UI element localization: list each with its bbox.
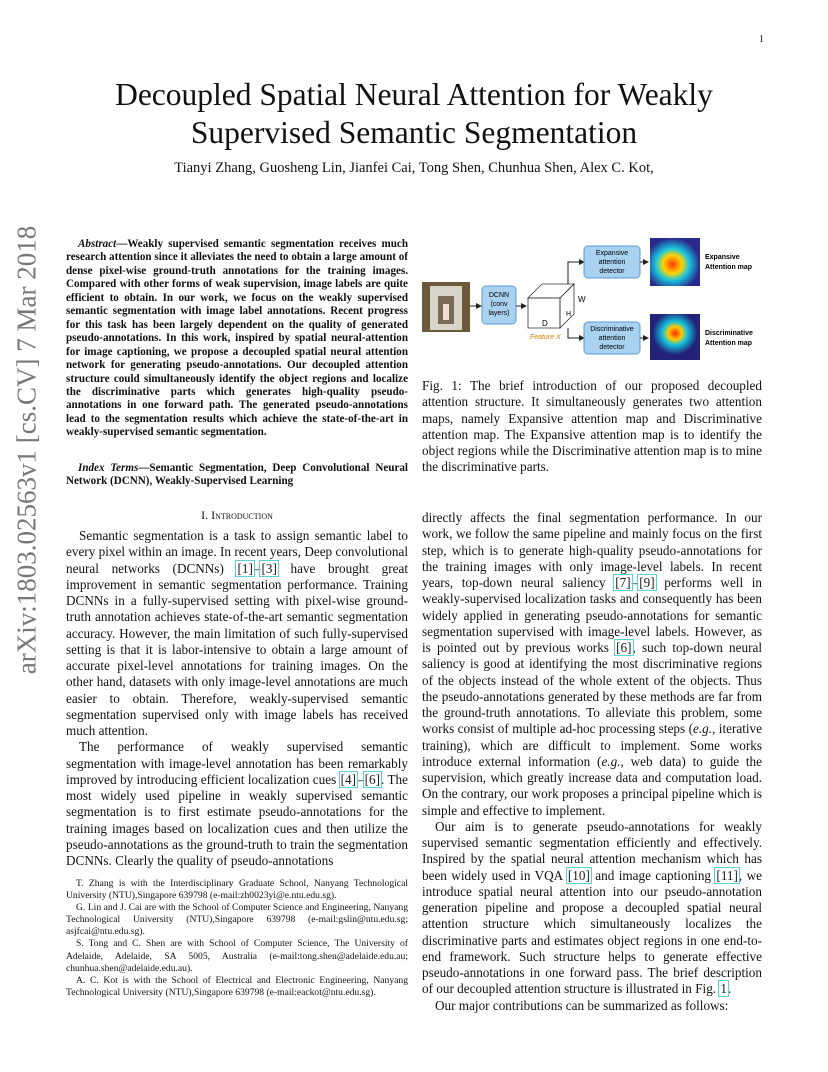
figure-1: [420, 236, 766, 360]
text-run: –: [253, 560, 261, 576]
paragraph: Our major contributions can be summarized as follows:: [435, 997, 729, 1013]
dim-w: W: [578, 295, 586, 304]
citation-link[interactable]: [9]: [639, 575, 655, 590]
dcnn-label-3: layers): [488, 310, 510, 317]
expansive-map-label-2: Attention map: [705, 264, 753, 271]
abstract-text: —Weakly supervised semantic segmentation receives much research attention since it alleviates the need to obtain a large amount of dense pixel-wise ground-truth annotations for the training images. Compared with other forms of weak supervision, image labels are quite efficient to obtain. In our work, we focus on the weakly supervised semantic segmentation with image label annotations. Recent progress for this task has been largely dependent on the quality of generated pseudo-annotations. In this work, inspired by spatial neural-attention for image captioning, we propose a decoupled spatial neural attention network for generating pseudo-annotations. Our decoupled attention structure could simultaneously identify the object regions and localize the discriminative parts which generates high-quality pseudo-annotations in one forward path. The generated pseudo-annotations lead to the segmentation results which achieve the state-of-the-art in weakly-supervised semantic segmentation.: [66, 238, 408, 439]
figure-caption: Fig. 1: The brief introduction of our proposed decoupled attention structure. It simultaneously generates two attention maps, namely Expansive attention map and Discriminative attention map. The Expansive attention map is to identify the object regions while the Discriminative attention map is to mine the discriminative parts.: [422, 378, 762, 475]
index-terms-label: Index Terms: [78, 462, 139, 474]
abstract: [66, 238, 408, 440]
text-run: , such top-down neural saliency is good at identifying the most discriminative regions of the objects instead of the whole extent of the objects. Thus the pseudo-annotations generated by these methods are far from the ground-truth annotations. To alleviate this problem, some works consist of multiple ad-hoc processing steps (: [422, 640, 762, 737]
dim-d: D: [542, 319, 548, 328]
discriminative-detector-label-3: detector: [599, 344, 625, 351]
text-run: , we introduce spatial neural attention into our pseudo-annotation generation pipeline and propose a decoupled spatial neural attention structure which simultaneously localizes the discriminative parts and estimates object regions in one end-to-end framework. Such structure helps to generate effective pseudo-annotations in one forward pass. The brief description of our decoupled attention structure is illustrated in Fig.: [422, 867, 762, 997]
text-run: –: [631, 575, 639, 590]
discriminative-detector-label-2: attention: [598, 335, 626, 342]
citation-link[interactable]: [7]: [615, 575, 631, 590]
footnote: S. Tong and C. Shen are with School of Computer Science, The University of Adelaide, Adelaide, SA 5005, Australia (e-mail:tong.shen@adelaide.edu.au; chunhua.shen@adelaide.edu.au).: [66, 938, 408, 974]
discriminative-attention-map-image: [650, 314, 700, 360]
column-left-body: [66, 528, 408, 869]
text-run: e.g.: [693, 721, 713, 737]
paper-title: Decoupled Spatial Neural Attention for Weakly Supervised Semantic Segmentation: [115, 77, 713, 150]
text-run: directly affects the final segmentation performance. In our work, we follow the same pipeline and mainly focus on the first step, which is to generate high-quality pseudo-annotations for the training images with only image-level labels. In recent years, top-down neural saliency: [422, 510, 762, 590]
citation-link[interactable]: [10]: [567, 867, 590, 883]
index-terms: [66, 462, 408, 489]
section-heading: I. Introduction: [201, 508, 273, 522]
paragraph: [66, 528, 408, 739]
expansive-detector-label-2: attention: [598, 259, 626, 266]
citation-link[interactable]: [1]: [237, 560, 253, 576]
citation-link[interactable]: [11]: [716, 867, 738, 883]
text-run: , iterative training), which are difficult to implement. Some works introduce external information (: [422, 721, 762, 769]
text-run: and image captioning: [590, 867, 716, 883]
text-run: have brought great improvement in semantic segmentation performance. Training DCNNs in a fully-supervised setting with pixel-wise ground-truth annotation achieves state-of-the-art semantic segmentation accuracy. However, the main limitation of such fully-supervised setting is that it is labor-intensive to obtain a large amount of accurate pixel-level annotations for training images. On the other hand, datasets with only image-level annotations are much easier to obtain. Therefore, weakly-supervised semantic segmentation supervised only with image labels has received much attention.: [66, 560, 409, 738]
arxiv-id: arXiv:1803.02563v1 [cs.CV] 7 Mar 2018: [11, 225, 42, 675]
input-image: [422, 282, 470, 332]
text-run: Our aim is to generate pseudo-annotations for weakly supervised semantic segmentation efficiently and effectively. Inspired by the spatial neural attention mechanism which has been widely used in VQA: [422, 818, 762, 883]
arrow: [568, 262, 584, 284]
text-run: The performance of weakly supervised semantic segmentation with image-level annotation has been remarkably improved by introducing efficient localization cues: [66, 739, 408, 787]
expansive-map-label-1: Expansive: [705, 254, 740, 261]
footnote: T. Zhang is with the Interdisciplinary Graduate School, Nanyang Technological University (NTU),Singapore 639798 (e-mail:zh0023yi@e.ntu.edu.sg).: [66, 878, 408, 902]
expansive-detector-label-3: detector: [599, 268, 625, 275]
footnote: G. Lin and J. Cai are with the School of Computer Science and Engineering, Nanyang Technological University (NTU),Singapore 639798 (e-mail:gslin@ntu.edu.sg; asjfcai@ntu.edu.sg).: [66, 902, 408, 938]
dim-h: H: [566, 311, 572, 318]
citation-link[interactable]: [6]: [616, 640, 632, 655]
text-run: . The most widely used pipeline in weakly supervised semantic segmentation is to first estimate pseudo-annotations for the training images based on localization cues and then utilize the pseudo-annotations as the ground-truth to train the segmentation DCNNs. Clearly the quality of pseudo-annotations: [66, 771, 409, 868]
paragraph: [66, 739, 408, 869]
text-run: e.g.: [601, 753, 621, 769]
citation-link[interactable]: [3]: [261, 560, 277, 576]
paragraph: [422, 510, 762, 819]
page-number: 1: [759, 34, 764, 45]
expansive-attention-map-image: [650, 238, 700, 286]
text-run: performs well in weakly-supervised localization tasks and consequently has been widely applied in generating pseudo-annotations for semantic segmentation supervised with image-level labels. However, as is pointed out by previous works: [422, 575, 763, 655]
column-right-body: [422, 510, 762, 1014]
index-terms-text: —Semantic Segmentation, Deep Convolutional Neural Network (DCNN), Weakly-Supervised Learning: [66, 462, 408, 488]
figure-link[interactable]: 1: [720, 981, 727, 997]
author-list: Tianyi Zhang, Guosheng Lin, Jianfei Cai, Tong Shen, Chunhua Shen, Alex C. Kot,: [174, 160, 654, 176]
footnote: A. C. Kot is with the School of Electrical and Electronic Engineering, Nanyang Technological University (NTU),Singapore 639798 (e-mail:eackot@ntu.edu.sg).: [66, 974, 408, 998]
feature-label: Feature X: [530, 334, 561, 341]
discriminative-map-label-1: Discriminative: [705, 330, 753, 337]
text-run: –: [357, 771, 364, 787]
abstract-label: Abstract: [78, 238, 117, 250]
footnotes: [66, 878, 408, 999]
citation-link[interactable]: [6]: [364, 771, 381, 787]
discriminative-detector-label-1: Discriminative: [590, 326, 634, 333]
discriminative-map-label-2: Attention map: [705, 340, 753, 347]
text-run: , web data) to guide the supervision, which greatly increase data and computation load. On the contrary, our work proposes a principal pipeline which is simple and effective to implement.: [422, 753, 762, 818]
dcnn-label-1: DCNN: [488, 292, 510, 299]
arrow: [568, 328, 584, 338]
expansive-detector-label-1: Expansive: [595, 250, 629, 257]
dcnn-label-2: (conv: [490, 301, 508, 308]
text-run: Semantic segmentation is a task to assign semantic label to every pixel within an image. In recent years, Deep convolutional neural networks (DCNNs): [66, 528, 408, 576]
paragraph: [422, 819, 762, 998]
citation-link[interactable]: [4]: [340, 771, 357, 787]
feature-cube: [528, 284, 574, 328]
text-run: .: [727, 981, 732, 997]
